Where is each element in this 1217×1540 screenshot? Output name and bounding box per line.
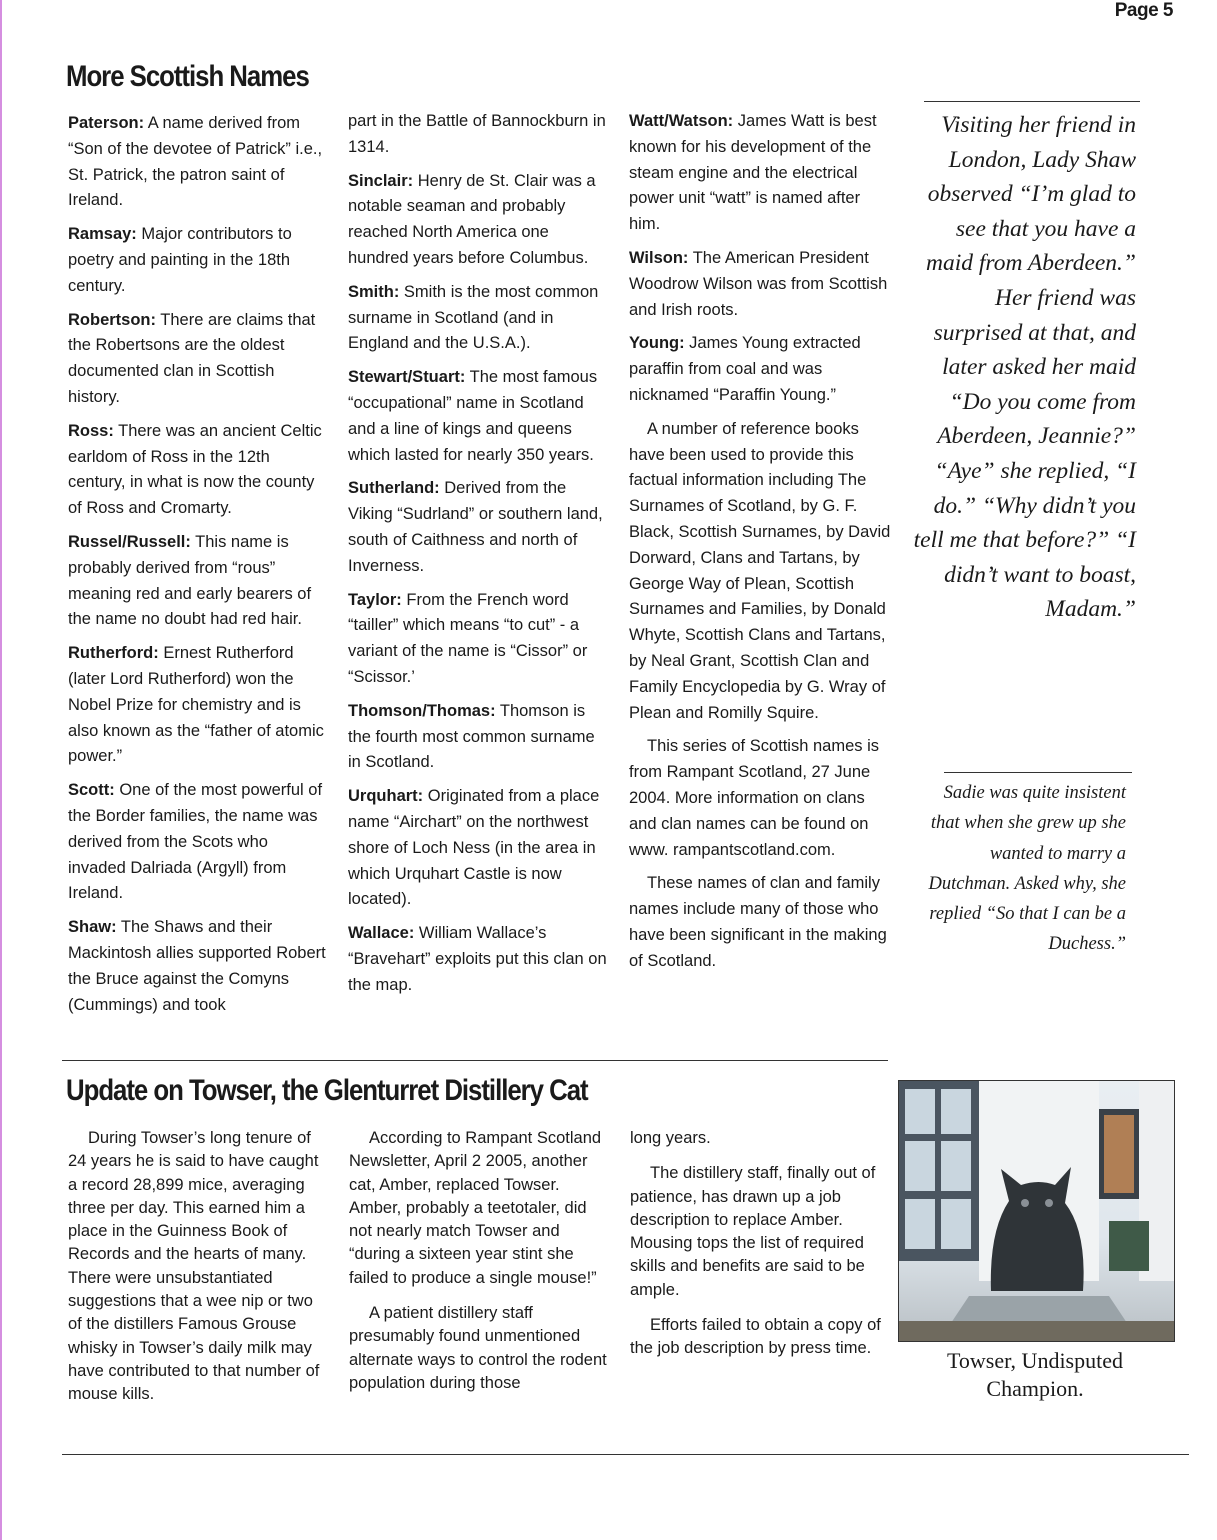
entry: Urquhart: Originated from a place name “Airchart” on the northwest shore of Loch Ness (in the area in which Urquhart Castle is now located).: [348, 787, 600, 909]
paragraph: According to Rampant Scotland Newsletter, April 2 2005, another cat, Amber, replaced Towser. Amber, probably a teetotaler, did not nearly match Towser and “during a sixteen year stint she failed to produce a single mouse!”: [349, 1129, 602, 1287]
entry: Rutherford: Ernest Rutherford (later Lord Rutherford) won the Nobel Prize for chemistry and is also known as the “father of atomic power.”: [68, 644, 324, 766]
photo-caption: Towser, Undisputed Champion.: [947, 1348, 1123, 1401]
entry: Shaw: The Shaws and their Mackintosh allies supported Robert the Bruce against the Comyns (Cummings) and took: [68, 918, 326, 1014]
names-column-3: [629, 109, 891, 983]
references-paragraph: A number of reference books have been used to provide this factual information including The Surnames of Scotland, by G. F. Black, Scottish Surnames, by David Dorward, Clans and Tartans, by George Way of Plean, Scottish Surnames and Families, by Donald Whyte, Scottish Clans and Tartans, by Neal Grant, Scottish Clan and Family Encyclopedia by G. Wray of Plean and Romilly Squire.: [629, 419, 891, 722]
entry: Paterson: A name derived from “Son of the devotee of Patrick” i.e., St. Patrick, the patron saint of Ireland.: [68, 114, 323, 210]
towser-column-3: [630, 1127, 892, 1373]
pull-quote-sadie: Sadie was quite insistent that when she grew up she wanted to marry a Dutchman. Asked why, she replied “So that I can be a Duchess.”: [928, 783, 1126, 955]
paragraph-continued: long years.: [630, 1129, 711, 1147]
entry: Scott: One of the most powerful of the Border families, the name was derived from the Scots who invaded Dalriada (Argyll) from Ireland.: [68, 781, 323, 903]
names-column-2: [348, 109, 610, 1007]
page-edge-line: [0, 0, 2, 1540]
quote-divider-2: [944, 772, 1132, 773]
paragraph: A patient distillery staff presumably found unmentioned alternate ways to control the rodent population during those: [349, 1304, 607, 1392]
closing-paragraph: These names of clan and family names include many of those who have been significant in the making of Scotland.: [629, 874, 887, 970]
entry: Watt/Watson: James Watt is best known for his development of the steam engine and the electrical power unit “watt” is named after him.: [629, 112, 877, 234]
entry: Ross: There was an ancient Celtic earldom of Ross in the 12th century, in what is now the county of Ross and Cromarty.: [68, 421, 322, 518]
quote-divider-top: [924, 101, 1140, 102]
entry: Sinclair: Henry de St. Clair was a notable seaman and probably reached North America one hundred years before Columbus.: [348, 171, 596, 267]
entry: Sutherland: Derived from the Viking “Sudrland” or southern land, south of Caithness and north of Inverness.: [348, 479, 603, 575]
paragraph: During Towser’s long tenure of 24 years he is said to have caught a record 28,899 mice, averaging three per day. This earned him a place in the Guinness Book of Records and the hearts of many. There were unsubstantiated suggestions that a wee nip or two of the distillers Famous Grouse whisky in Towser’s daily milk may have contributed to that number of mouse kills.: [68, 1129, 320, 1404]
section-title-scottish-names: More Scottish Names: [66, 60, 309, 93]
entry: Robertson: There are claims that the Robertsons are the oldest documented clan in Scottish history.: [68, 310, 316, 406]
towser-column-1: [68, 1127, 330, 1419]
entry: Thomson/Thomas: Thomson is the fourth most common surname in Scotland.: [348, 701, 595, 772]
entry: Russel/Russell: This name is probably derived from “rous” meaning red and early bearers of the name no doubt had red hair.: [68, 532, 312, 629]
bottom-divider: [62, 1454, 1189, 1455]
towser-column-2: [349, 1127, 611, 1407]
cat-statue-illustration: [899, 1081, 1174, 1341]
entry: Stewart/Stuart: The most famous “occupational” name in Scotland and a line of kings and queens which lasted for nearly 350 years.: [348, 368, 598, 464]
paragraph: Efforts failed to obtain a copy of the job description by press time.: [630, 1316, 881, 1358]
towser-statue-photo: [898, 1080, 1175, 1342]
entry: Taylor: From the French word “tailler” which means “to cut” - a variant of the name is “Cissor” or “Scissor.’: [348, 590, 588, 686]
entry: Young: James Young extracted paraffin from coal and was nicknamed “Paraffin Young.”: [629, 334, 861, 404]
names-column-1: [68, 111, 330, 1026]
entry: Wallace: William Wallace’s “Bravehart” exploits put this clan on the map.: [348, 924, 607, 994]
source-paragraph: This series of Scottish names is from Rampant Scotland, 27 June 2004. More information on clans and clan names can be found on www. rampantscotland.com.: [629, 737, 879, 859]
page-number: Page 5: [1114, 0, 1173, 21]
entry: Wilson: The American President Woodrow Wilson was from Scottish and Irish roots.: [629, 248, 888, 319]
section-divider: [62, 1060, 888, 1061]
paragraph: The distillery staff, finally out of patience, has drawn up a job description to replace Amber. Mousing tops the list of required skills and benefits are said to be ample.: [630, 1164, 876, 1299]
section-title-towser: Update on Towser, the Glenturret Distillery Cat: [66, 1074, 588, 1107]
entry: Smith: Smith is the most common surname in Scotland (and in England and the U.S.A.).: [348, 282, 599, 353]
pull-quote-lady-shaw: Visiting her friend in London, Lady Shaw observed “I’m glad to see that you have a maid from Aberdeen.” Her friend was surprised at that, and later asked her maid “Do you come from Aberdeen, Jeannie?” “Aye” she replied, “I do.” “Why didn’t you tell me that before?” “I didn’t want to boast, Madam.”: [913, 112, 1136, 623]
entry-continued: part in the Battle of Bannockburn in 1314.: [348, 112, 606, 156]
entry: Ramsay: Major contributors to poetry and painting in the 18th century.: [68, 225, 292, 295]
